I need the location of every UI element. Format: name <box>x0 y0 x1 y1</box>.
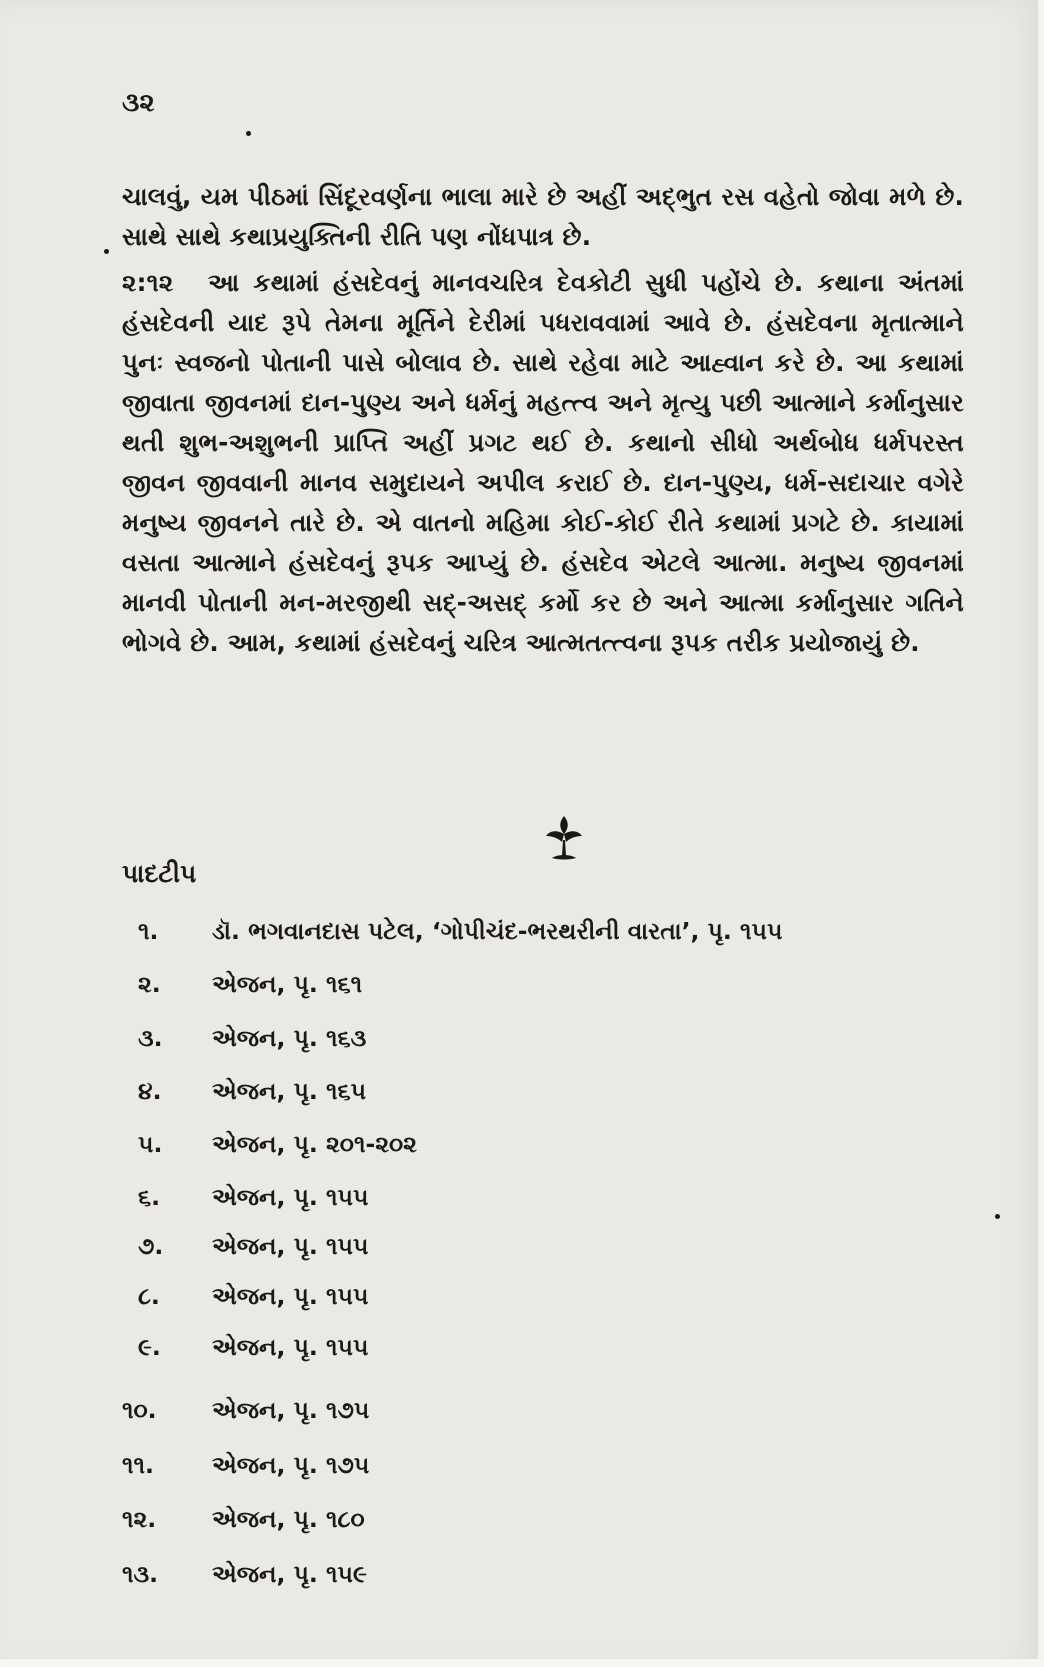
footnote-text: એજન, પૃ. ૧૭૫ <box>212 1451 370 1479</box>
footnote-text: એજન, પૃ. ૧૫૫ <box>212 1183 369 1211</box>
footnote-number: ૬. <box>138 1183 161 1211</box>
footnote-text: ડૉ. ભગવાનદાસ પટેલ, ‘ગોપીચંદ-ભરથરીની વારતા’, પૃ. ૧૫૫ <box>212 917 783 945</box>
footnote-item <box>122 1396 369 1424</box>
footnote-text: એજન, પૃ. ૧૮૦ <box>212 1505 365 1533</box>
footnote-number: ૧. <box>138 917 159 945</box>
footnote-text: એજન, પૃ. ૧૬૧ <box>212 970 363 998</box>
paragraph-text: ચાલવું, યમ પીઠમાં સિંદૂરવર્ણના ભાલા મારે છે અહીં અદ્‌ભુત રસ વહેતો જોવા મળે છે. સાથે સાથે કથાપ્રયુક્તિની રીતિ પણ નોંધપાત્ર છે. <box>122 182 964 251</box>
footnote-item <box>122 1232 368 1260</box>
section-ornament-icon <box>540 812 588 864</box>
footnote-number: ૫. <box>138 1130 163 1158</box>
footnote-text: એજન, પૃ. ૨૦૧-૨૦૨ <box>212 1130 417 1158</box>
ink-dot <box>246 131 251 136</box>
ink-dot <box>104 249 109 254</box>
footnote-number: ૪. <box>138 1077 162 1105</box>
footnote-text: એજન, પૃ. ૧૫૫ <box>212 1282 369 1310</box>
paragraph-text: આ કથામાં હંસદેવનું માનવચરિત્ર દેવકોટી સુધી પહોંચે છે. કથાના અંતમાં હંસદેવની યાદ રૂપે તેમના મૂર્તિને દેરીમાં પધરાવવામાં આવે છે. હંસદેવના મૃતાત્માને પુનઃ સ્વજનો પોતાની પાસે બોલાવ છે. સાથે રહેવા માટે આહ્વાન કરે છે. આ કથામાં જીવાતા જીવનમાં દાન-પુણ્ય અને ધર્મનું મહત્ત્વ અને મૃત્યુ પછી આત્માને કર્માનુસાર થતી શુભ-અશુભની પ્રાપ્તિ અહીં પ્રગટ થઈ છે. કથાનો સીધો અર્થબોધ ધર્મપરસ્ત જીવન જીવવાની માનવ સમુદાયને અપીલ કરાઈ છે. દાન-પુણ્ય, ધર્મ-સદાચાર વગેરે મનુષ્ય જીવનને તારે છે. એ વાતનો મહિમા કોઈ-કોઈ રીતે કથામાં પ્રગટે છે. કાયામાં વસતા આત્માને હંસદેવનું રૂપક આપ્યું છે. હંસદેવ એટલે આત્મા. મનુષ્ય જીવનમાં માનવી પોતાની મન-મરજીથી સદ્‌-અસદ્‌ કર્મો કર છે અને આત્મા કર્માનુસાર ગતિને ભોગવે છે. આમ, કથામાં હંસદેવનું ચરિત્ર આત્મતત્ત્વના રૂપક તરીક પ્રયોજાયું છે. <box>122 268 964 657</box>
footnote-number: ૩. <box>138 1024 163 1052</box>
footnote-number: ૧૨. <box>122 1505 157 1533</box>
footnote-text: એજન, પૃ. ૧૫૫ <box>212 1232 369 1260</box>
footnote-text: એજન, પૃ. ૧૬૫ <box>212 1077 367 1105</box>
footnote-number: ૧૩. <box>122 1560 159 1588</box>
page-number: ૩૨ <box>122 88 155 118</box>
paragraph-number: ૨:૧૨ <box>122 268 174 297</box>
footnote-number: ૧૦. <box>122 1396 157 1424</box>
footnote-item <box>122 970 362 998</box>
footnote-item <box>122 1333 368 1361</box>
footnote-item <box>122 1183 368 1211</box>
page-edge-right <box>1038 0 1044 1667</box>
paragraph <box>122 263 964 663</box>
footnote-number: ૯. <box>138 1333 161 1361</box>
footnote-item <box>122 1282 368 1310</box>
footnote-text: એજન, પૃ. ૧૬૩ <box>212 1024 367 1052</box>
footnote-text: એજન, પૃ. ૧૫૯ <box>212 1560 367 1588</box>
footnote-number: ૨. <box>138 970 161 998</box>
page-edge-bottom <box>0 1659 1044 1667</box>
footnote-number: ૧૧. <box>122 1451 154 1479</box>
footnotes-heading: પાદટીપ <box>122 859 197 888</box>
body-text <box>122 177 964 663</box>
footnote-item <box>122 1560 367 1588</box>
footnote-text: એજન, પૃ. ૧૫૫ <box>212 1333 369 1361</box>
footnote-number: ૮. <box>138 1282 160 1310</box>
footnote-item <box>122 1024 366 1052</box>
footnote-item <box>122 1077 366 1105</box>
ink-dot <box>995 1214 1000 1219</box>
footnote-number: ૭. <box>138 1232 164 1260</box>
footnote-item <box>122 1130 417 1158</box>
footnote-text: એજન, પૃ. ૧૭૫ <box>212 1396 370 1424</box>
paragraph <box>122 177 964 257</box>
footnote-item <box>122 1451 369 1479</box>
footnote-item <box>122 917 782 945</box>
footnote-item <box>122 1505 365 1533</box>
